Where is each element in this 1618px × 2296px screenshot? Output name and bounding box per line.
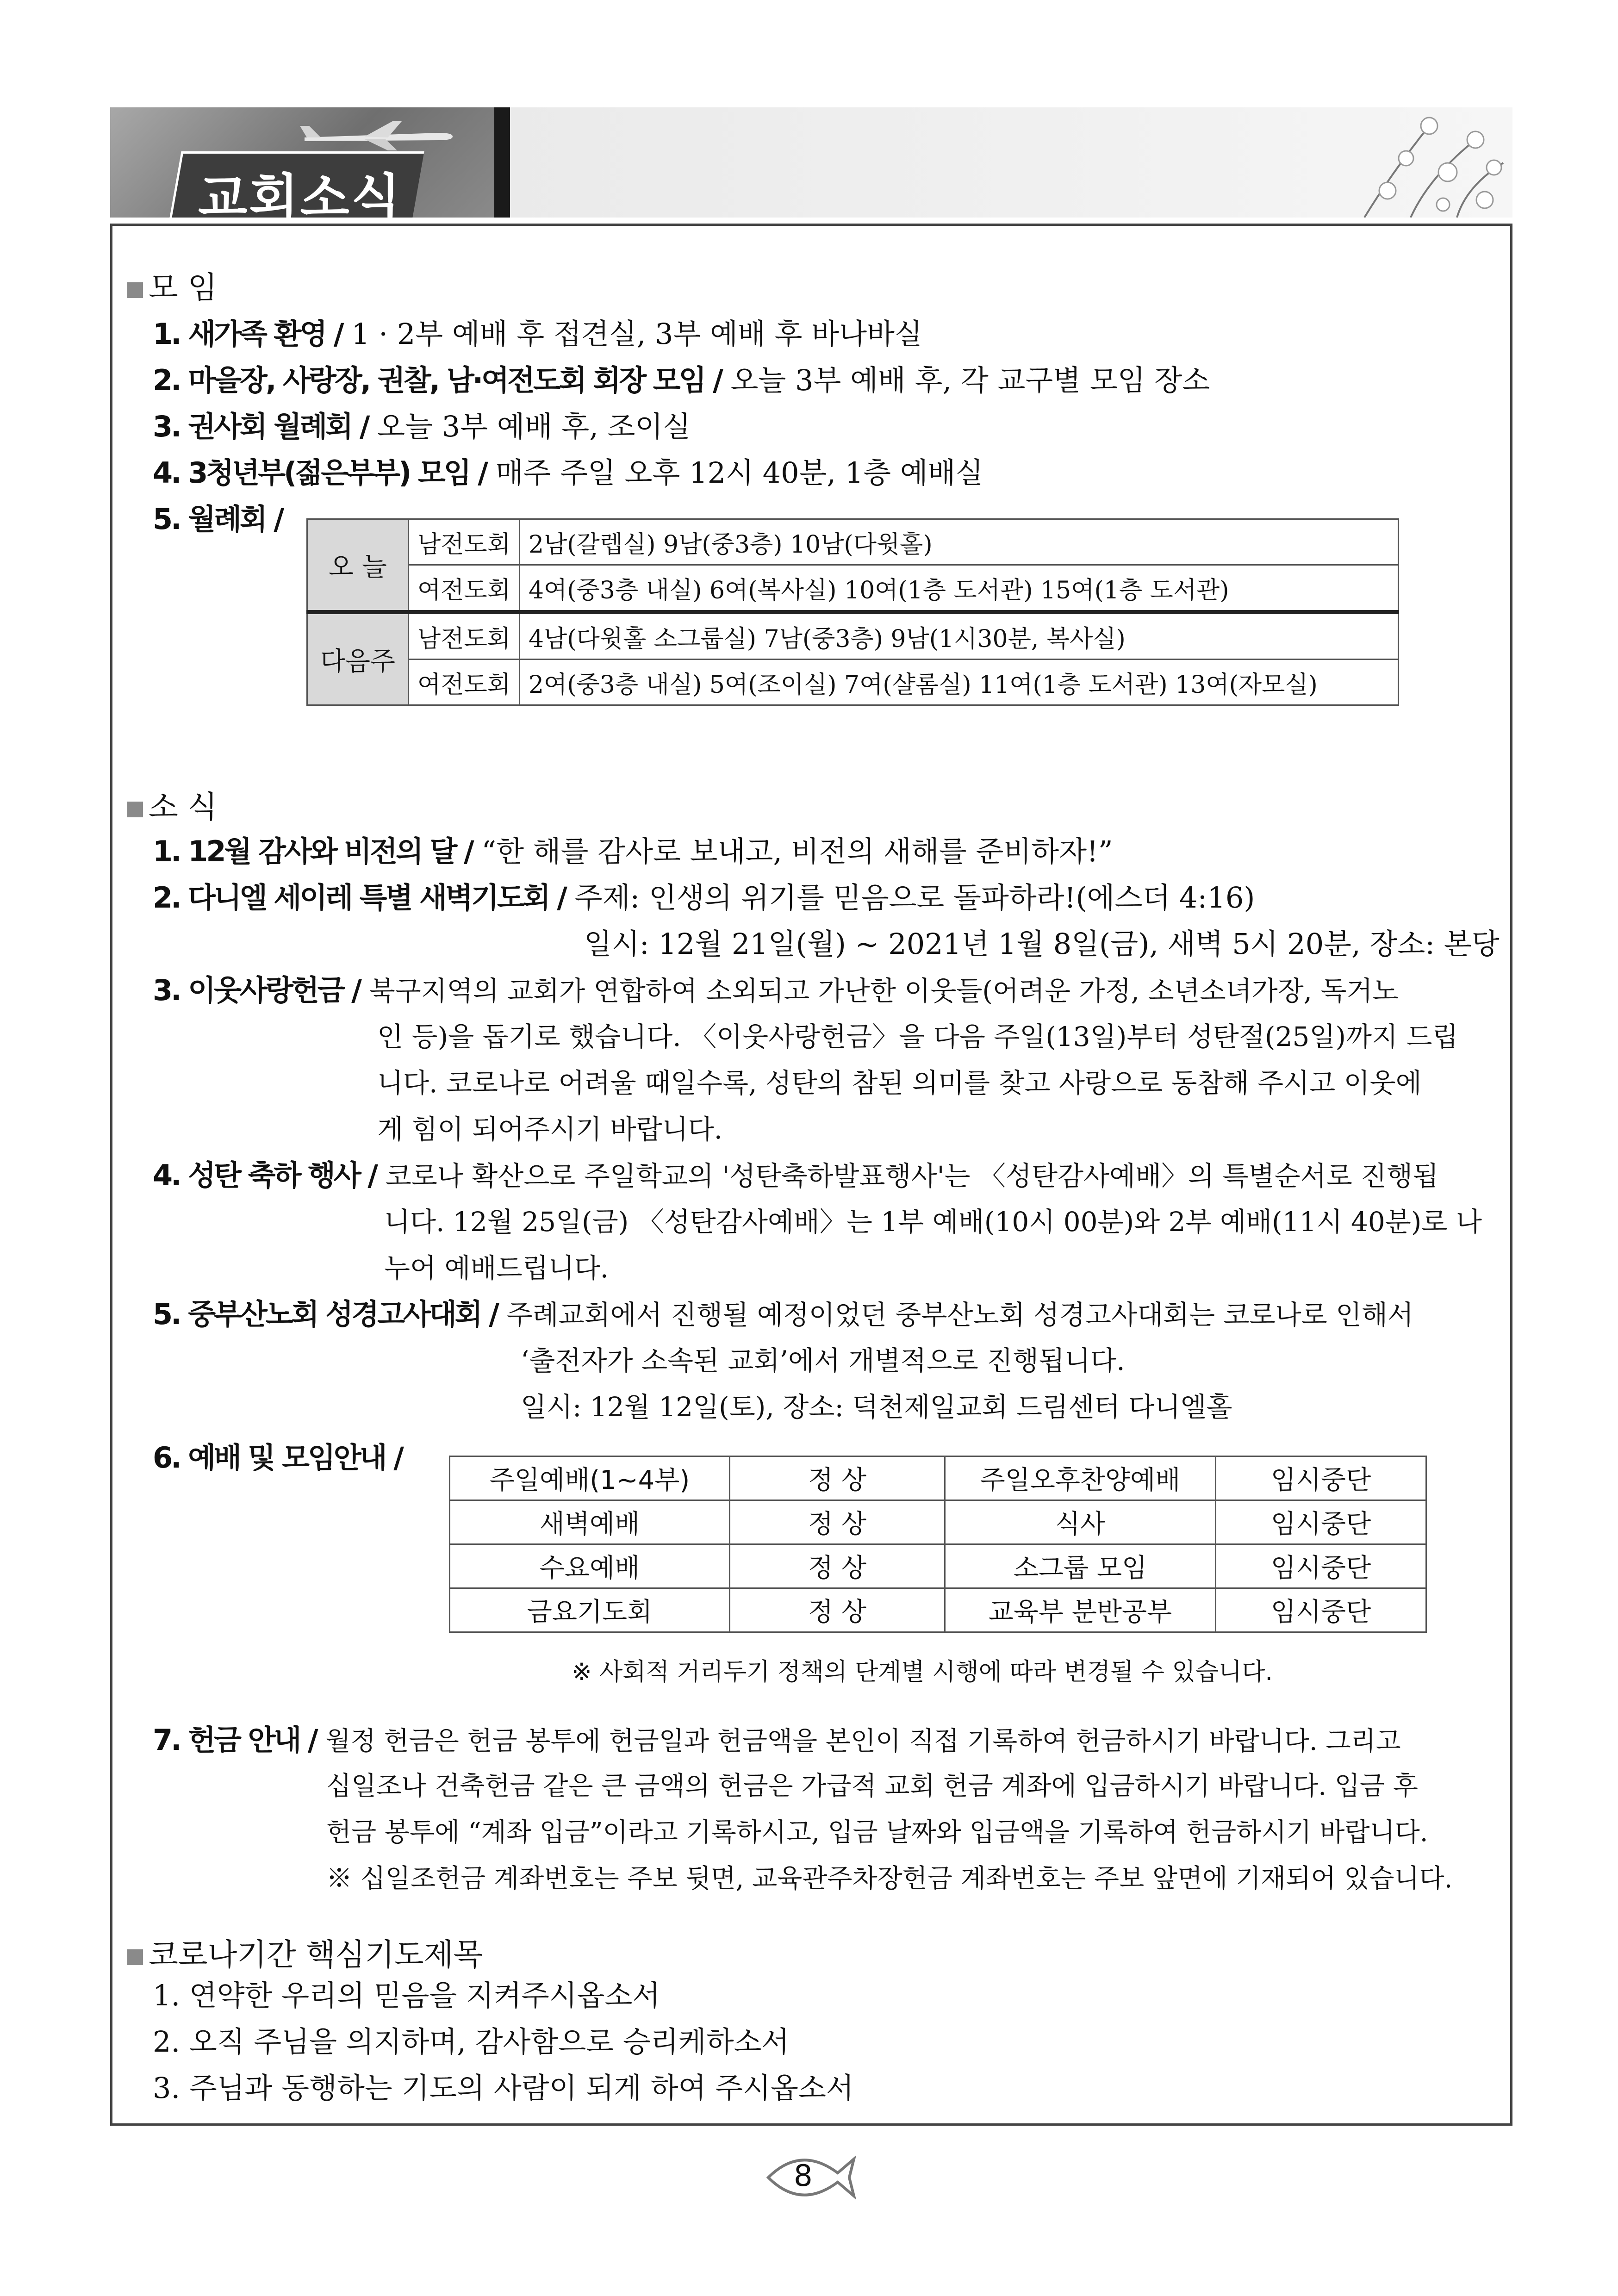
table-cell: 여전도회 bbox=[409, 565, 520, 612]
news-item-3-line4: 게 힘이 되어주시기 바랍니다. bbox=[377, 1114, 723, 1145]
bullet-square-icon bbox=[127, 1949, 143, 1965]
table-cell: 정 상 bbox=[730, 1588, 945, 1632]
table-cell: 임시중단 bbox=[1216, 1456, 1426, 1500]
table-cell: 교육부 분반공부 bbox=[945, 1588, 1216, 1632]
meeting-item-2: 2. 마을장, 사랑장, 권찰, 남·여전도회 회장 모임 / 오늘 3부 예배 후, 각 교구별 모임 장소 bbox=[153, 363, 1210, 397]
worship-schedule-table bbox=[449, 1456, 1427, 1633]
table-cell: 소그룹 모임 bbox=[945, 1544, 1216, 1588]
table-cell: 남전도회 bbox=[409, 612, 520, 660]
airplane-icon bbox=[300, 119, 457, 151]
header-divider bbox=[494, 107, 510, 218]
meeting-item-5: 5. 월례회 / bbox=[153, 502, 283, 536]
header-banner bbox=[110, 107, 1512, 228]
meeting-item-4: 4. 3청년부(젊은부부) 모임 / 매주 주일 오후 12시 40분, 1층 예배실 bbox=[153, 456, 983, 490]
news-item-7-line4: ※ 십일조헌금 계좌번호는 주보 뒷면, 교육관주차장헌금 계좌번호는 주보 앞면에 기재되어 있습니다. bbox=[326, 1864, 1453, 1894]
prayer-item-1: 1. 연약한 우리의 믿음을 지켜주시옵소서 bbox=[153, 1979, 660, 2012]
table-cell: 정 상 bbox=[730, 1544, 945, 1588]
news-item-5-line3: 일시: 12월 12일(토), 장소: 덕천제일교회 드림센터 다니엘홀 bbox=[521, 1391, 1232, 1423]
table-cell: 4여(중3층 내실) 6여(복사실) 10여(1층 도서관) 15여(1층 도서관) bbox=[519, 565, 1398, 612]
prayer-item-3: 3. 주님과 동행하는 기도의 사람이 되게 하여 주시옵소서 bbox=[153, 2071, 854, 2105]
table-cell: 4남(다윗홀 소그룹실) 7남(중3층) 9남(1시30분, 복사실) bbox=[519, 612, 1398, 660]
bullet-square-icon bbox=[127, 282, 143, 298]
flowers-icon bbox=[1337, 107, 1512, 218]
table-row bbox=[307, 565, 1399, 612]
table-row bbox=[450, 1500, 1426, 1544]
news-item-3-line3: 니다. 코로나로 어려울 때일수록, 성탄의 참된 의미를 찾고 사랑으로 동참해 주시고 이웃에 bbox=[377, 1067, 1422, 1099]
news-item-3-line2: 인 등)을 돕기로 했습니다. 〈이웃사랑헌금〉을 다음 주일(13일)부터 성탄절(25일)까지 드립 bbox=[377, 1021, 1458, 1052]
news-item-3: 3. 이웃사랑헌금 / 북구지역의 교회가 연합하여 소외되고 가난한 이웃들(어려운 가정, 소년소녀가장, 독거노 bbox=[153, 973, 1399, 1007]
table-row bbox=[450, 1456, 1426, 1500]
table-cell: 임시중단 bbox=[1216, 1588, 1426, 1632]
page-number: 8 bbox=[794, 2159, 813, 2193]
table-cell: 남전도회 bbox=[409, 519, 520, 565]
news-item-5: 5. 중부산노회 성경고사대회 / 주례교회에서 진행될 예정이었던 중부산노회 성경고사대회는 코로나로 인해서 bbox=[153, 1297, 1414, 1331]
bullet-square-icon bbox=[127, 802, 143, 817]
meeting-item-3: 3. 권사회 월례회 / 오늘 3부 예배 후, 조이실 bbox=[153, 410, 691, 443]
news-item-2-line2: 일시: 12월 21일(월) ~ 2021년 1월 8일(금), 새벽 5시 20분, 장소: 본당 bbox=[584, 927, 1500, 961]
news-item-1: 1. 12월 감사와 비전의 달 / “한 해를 감사로 보내고, 비전의 새해를 준비하자!” bbox=[153, 834, 1113, 868]
monthly-meeting-table bbox=[306, 518, 1399, 706]
table-cell: 임시중단 bbox=[1216, 1544, 1426, 1588]
table-row bbox=[450, 1544, 1426, 1588]
news-item-4-line2: 니다. 12월 25일(금) 〈성탄감사예배〉는 1부 예배(10시 00분)와 2부 예배(11시 40분)로 나 bbox=[384, 1206, 1482, 1238]
news-item-7-line3: 헌금 봉투에 “계좌 입금”이라고 기록하시고, 입금 날짜와 입금액을 기록하여 헌금하시기 바랍니다. bbox=[326, 1817, 1428, 1848]
table-cell: 2여(중3층 내실) 5여(조이실) 7여(샬롬실) 11여(1층 도서관) 13여(자모실) bbox=[519, 660, 1398, 705]
next-week-label: 다음주 bbox=[307, 612, 409, 705]
worship-table-note: ※ 사회적 거리두기 정책의 단계별 시행에 따라 변경될 수 있습니다. bbox=[572, 1658, 1273, 1686]
section-heading-prayer: 코로나기간 핵심기도제목 bbox=[127, 1930, 483, 1974]
news-item-7: 7. 헌금 안내 / 월정 헌금은 헌금 봉투에 헌금일과 헌금액을 본인이 직접 기록하여 헌금하시기 바랍니다. 그리고 bbox=[153, 1723, 1401, 1757]
section-heading-news: 소 식 bbox=[127, 782, 218, 826]
news-item-7-line2: 십일조나 건축헌금 같은 큰 금액의 헌금은 가급적 교회 헌금 계좌에 입금하시기 바랍니다. 입금 후 bbox=[326, 1771, 1418, 1801]
page-title: 교회소식 bbox=[198, 168, 403, 228]
table-row bbox=[307, 519, 1399, 565]
news-item-5-line2: ‘출전자가 소속된 교회’에서 개별적으로 진행됩니다. bbox=[521, 1345, 1125, 1376]
prayer-item-2: 2. 오직 주님을 의지하며, 감사함으로 승리케하소서 bbox=[153, 2025, 790, 2059]
news-item-4: 4. 성탄 축하 행사 / 코로나 확산으로 주일학교의 '성탄축하발표행사'는 〈성탄감사예배〉의 특별순서로 진행됩 bbox=[153, 1158, 1439, 1192]
table-cell: 새벽예배 bbox=[450, 1500, 730, 1544]
table-cell: 식사 bbox=[945, 1500, 1216, 1544]
table-cell: 정 상 bbox=[730, 1500, 945, 1544]
table-cell: 금요기도회 bbox=[450, 1588, 730, 1632]
news-item-2: 2. 다니엘 세이레 특별 새벽기도회 / 주제: 인생의 위기를 믿음으로 돌파하라!(에스더 4:16) bbox=[153, 881, 1255, 915]
table-row bbox=[307, 612, 1399, 660]
table-cell: 정 상 bbox=[730, 1456, 945, 1500]
section-heading-meetings: 모 임 bbox=[127, 263, 218, 307]
meeting-item-1: 1. 새가족 환영 / 1 · 2부 예배 후 접견실, 3부 예배 후 바나바실 bbox=[153, 317, 922, 351]
table-cell: 임시중단 bbox=[1216, 1500, 1426, 1544]
table-row bbox=[450, 1588, 1426, 1632]
table-row bbox=[307, 660, 1399, 705]
news-item-4-line3: 누어 예배드립니다. bbox=[384, 1252, 609, 1284]
news-item-6: 6. 예배 및 모임안내 / bbox=[153, 1441, 402, 1475]
table-cell: 주일예배(1~4부) bbox=[450, 1456, 730, 1500]
table-cell: 2남(갈렙실) 9남(중3층) 10남(다윗홀) bbox=[519, 519, 1398, 565]
table-cell: 주일오후찬양예배 bbox=[945, 1456, 1216, 1500]
table-cell: 여전도회 bbox=[409, 660, 520, 705]
today-label: 오 늘 bbox=[307, 519, 409, 612]
table-cell: 수요예배 bbox=[450, 1544, 730, 1588]
